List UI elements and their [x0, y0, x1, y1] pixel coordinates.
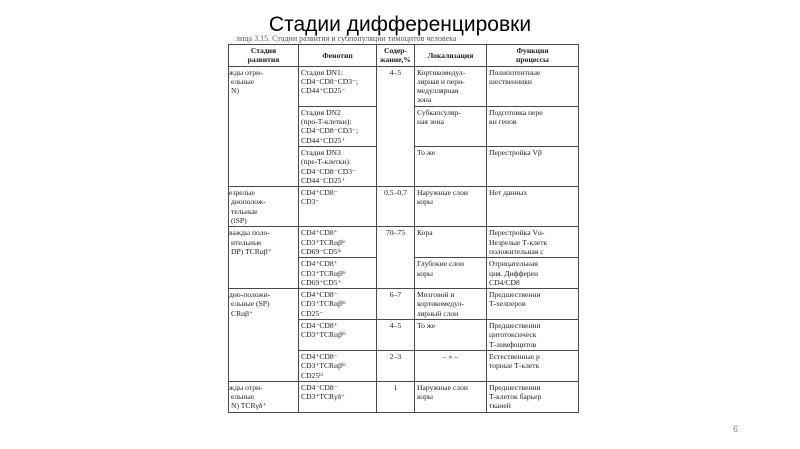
cell-phenotype: Стадия DN2 (про-Т-клетки): CD4⁻CD8⁻CD3⁻; CD44⁺CD25⁺ — [299, 106, 377, 146]
cell-content: 4–5 — [377, 320, 415, 351]
table-caption: лица 3.15. Стадии развития и субпопуляции тимоцитов человека — [236, 34, 457, 43]
table-row — [229, 289, 579, 320]
header-content: Содер- жание,% — [377, 45, 415, 67]
cell-function: Отрицательная ция. Дифферен CD4/CD8 — [487, 258, 579, 289]
cell-phenotype: CD4⁻CD8⁺ CD3⁺TCRαβʰⁱ — [299, 320, 377, 351]
cell-content: 4–5 — [377, 66, 415, 187]
cell-phenotype: CD4⁺CD8⁻ CD3⁻ — [299, 187, 377, 227]
table-row — [229, 227, 579, 258]
cell-location: Кора — [415, 227, 487, 258]
cell-phenotype: Стадия DN3 (пре-Т-клетки): CD4⁻CD8⁻CD3⁻ CD44⁻CD25⁺ — [299, 146, 377, 186]
header-stage: Стадия развития — [229, 45, 299, 67]
scanned-table-image — [229, 34, 562, 432]
table-header-row — [229, 45, 579, 67]
cell-content: 2–3 — [377, 350, 415, 381]
cell-content: 0,5–0,7 — [377, 187, 415, 227]
cell-location: Субкапсуляр- ная зона — [415, 106, 487, 146]
table-row — [229, 187, 579, 227]
cell-function: Нет данных — [487, 187, 579, 227]
cell-function: Предшественни Т-клеток барьер тканей — [487, 381, 579, 412]
cell-location: Наружные слои коры — [415, 381, 487, 412]
cell-phenotype: CD4⁺CD8⁺ CD3⁺TCRαβʰⁱ CD69⁺CD5⁺ — [299, 258, 377, 289]
table-row — [229, 381, 579, 412]
cell-location: Глубокие слои коры — [415, 258, 487, 289]
cell-function: Подготовка пере ки генов — [487, 106, 579, 146]
cell-phenotype: Стадия DN1: CD4⁻CD8⁻CD3⁻; CD44⁺CD25⁻ — [299, 66, 377, 106]
header-function: Функция процессы — [487, 45, 579, 67]
header-location: Локализация — [415, 45, 487, 67]
thymocyte-stages-table — [228, 44, 579, 413]
slide-title: Стадии дифференцировки — [268, 13, 532, 36]
cell-phenotype: CD4⁺CD8⁻ CD3⁺TCRαβʰⁱ CD25ʰⁱ — [299, 350, 377, 381]
cell-content: 1 — [377, 381, 415, 412]
cell-stage: важды поло- ительные DP) TCRαβ⁺ — [229, 227, 299, 289]
page-number: 6 — [733, 424, 739, 434]
cell-location: То же — [415, 146, 487, 186]
cell-function: Естественные р торные Т-клетк — [487, 350, 579, 381]
cell-phenotype: CD4⁺CD8⁻ CD3⁺TCRαβʰⁱ CD25⁻ — [299, 289, 377, 320]
cell-function: Полипотентные шественники — [487, 66, 579, 106]
cell-stage: езрелые днополож- тельные (iSP) — [229, 187, 299, 227]
cell-stage: жды отри- ельные N) — [229, 66, 299, 187]
cell-location: Мозговой и кортикомедул- лярный слои — [415, 289, 487, 320]
cell-stage: жды отри- ельные N) TCRγδ⁺ — [229, 381, 299, 412]
cell-phenotype: CD4⁺CD8⁺ CD3⁺TCRαβˡᵒ CD69⁻CD5ˡᵒ — [299, 227, 377, 258]
table-row — [229, 66, 579, 106]
cell-location: – « – — [415, 350, 487, 381]
cell-function: Перестройка Vα- Незрелые Т-клетк положительная с — [487, 227, 579, 258]
cell-function: Предшественни Т-хелперов — [487, 289, 579, 320]
cell-stage: дно-положи- ельные (SP) CRαβ⁺ — [229, 289, 299, 382]
cell-location: Кортикомедул- лярная и пери- медуллярная зона — [415, 66, 487, 106]
cell-phenotype: CD4⁻CD8⁻ CD3⁺TCRγδ⁺ — [299, 381, 377, 412]
cell-function: Перестройка Vβ — [487, 146, 579, 186]
cell-location: Наружные слои коры — [415, 187, 487, 227]
header-phenotype: Фенотип — [299, 45, 377, 67]
cell-content: 70–75 — [377, 227, 415, 289]
cell-function: Предшественни цитотоксическ Т-лимфоцитов — [487, 320, 579, 351]
cell-content: 6–7 — [377, 289, 415, 320]
cell-location: То же — [415, 320, 487, 351]
